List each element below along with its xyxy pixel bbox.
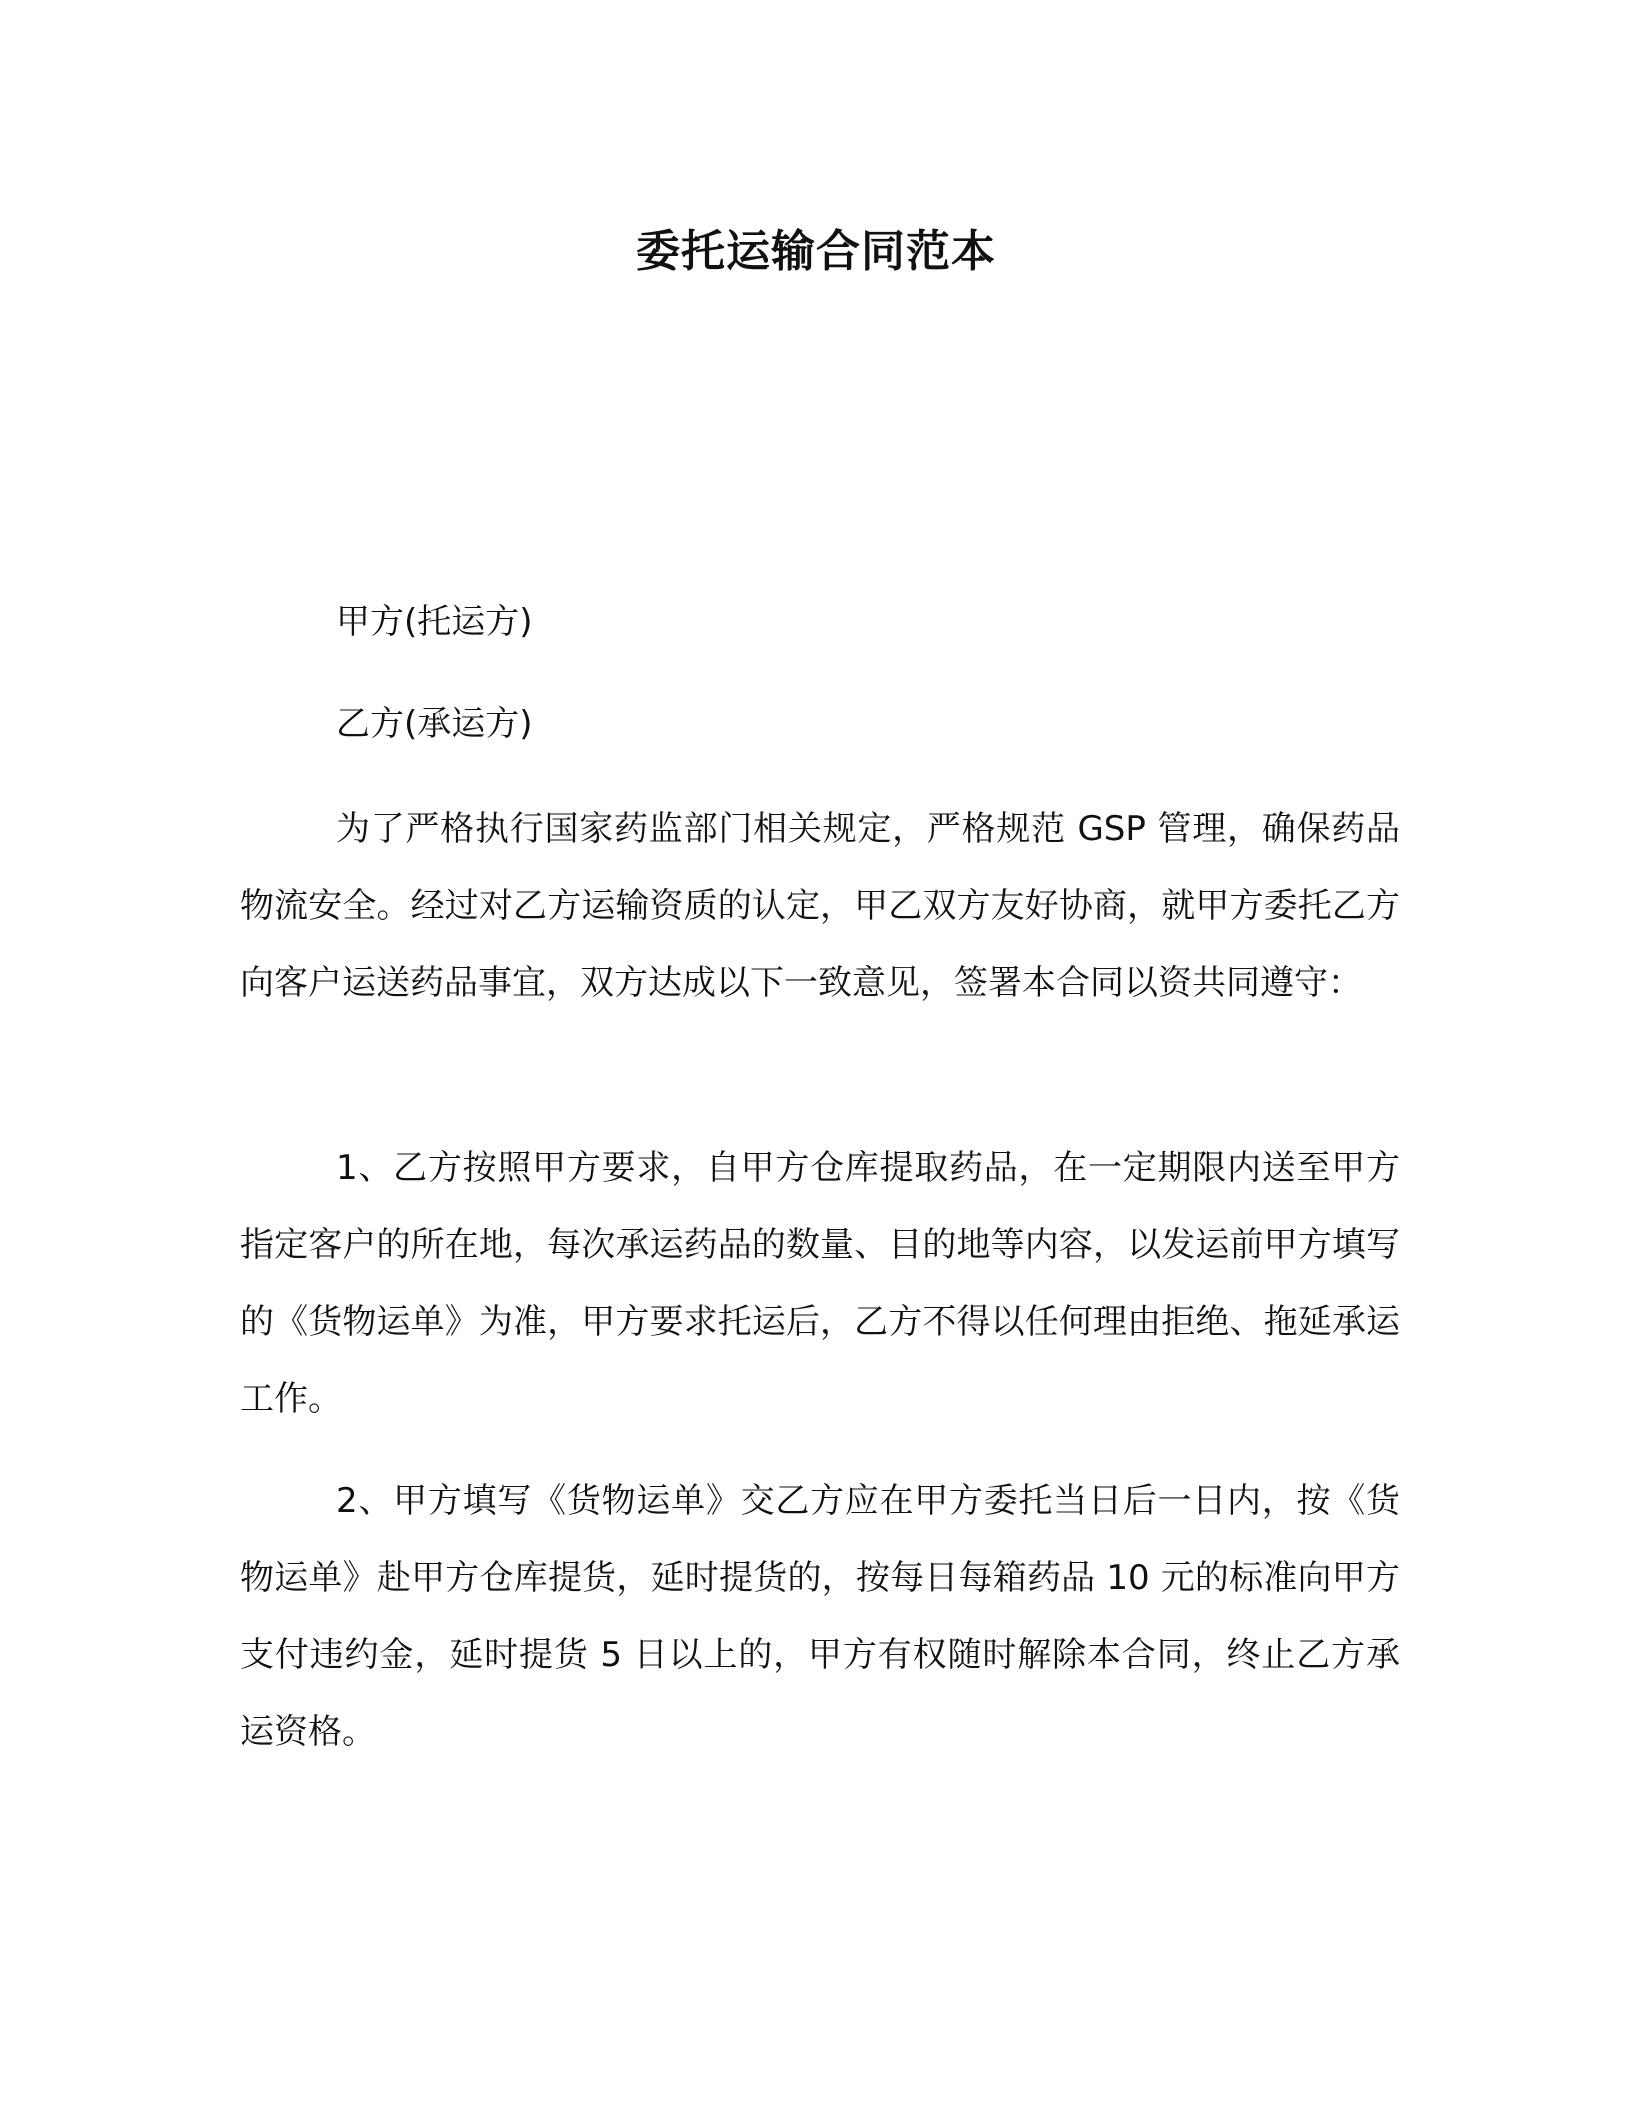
party-b-label: 乙方(承运方) (336, 704, 533, 744)
intro-paragraph: 为了严格执行国家药监部门相关规定，严格规范 GSP 管理，确保药品物流安全。经过对乙方运输资质的认定，甲乙双方友好协商，就甲方委托乙方向客户运送药品事宜，双方达成以下一致意见，签署本合同以资共同遵守： (240, 809, 1400, 1003)
clause-2-paragraph: 2、甲方填写《货物运单》交乙方应在甲方委托当日后一日内，按《货物运单》赴甲方仓库提货，延时提货的，按每日每箱药品 10 元的标准向甲方支付违约金，延时提货 5 日以上的，甲方有权随时解除本合同，终止乙方承运资格。 (240, 1481, 1400, 1752)
clause-1-paragraph: 1、乙方按照甲方要求，自甲方仓库提取药品，在一定期限内送至甲方指定客户的所在地，每次承运药品的数量、目的地等内容，以发运前甲方填写的《货物运单》为准，甲方要求托运后，乙方不得以任何理由拒绝、拖延承运工作。 (240, 1148, 1400, 1419)
document-title: 委托运输合同范本 (636, 226, 996, 277)
party-a-label: 甲方(托运方) (336, 602, 533, 642)
